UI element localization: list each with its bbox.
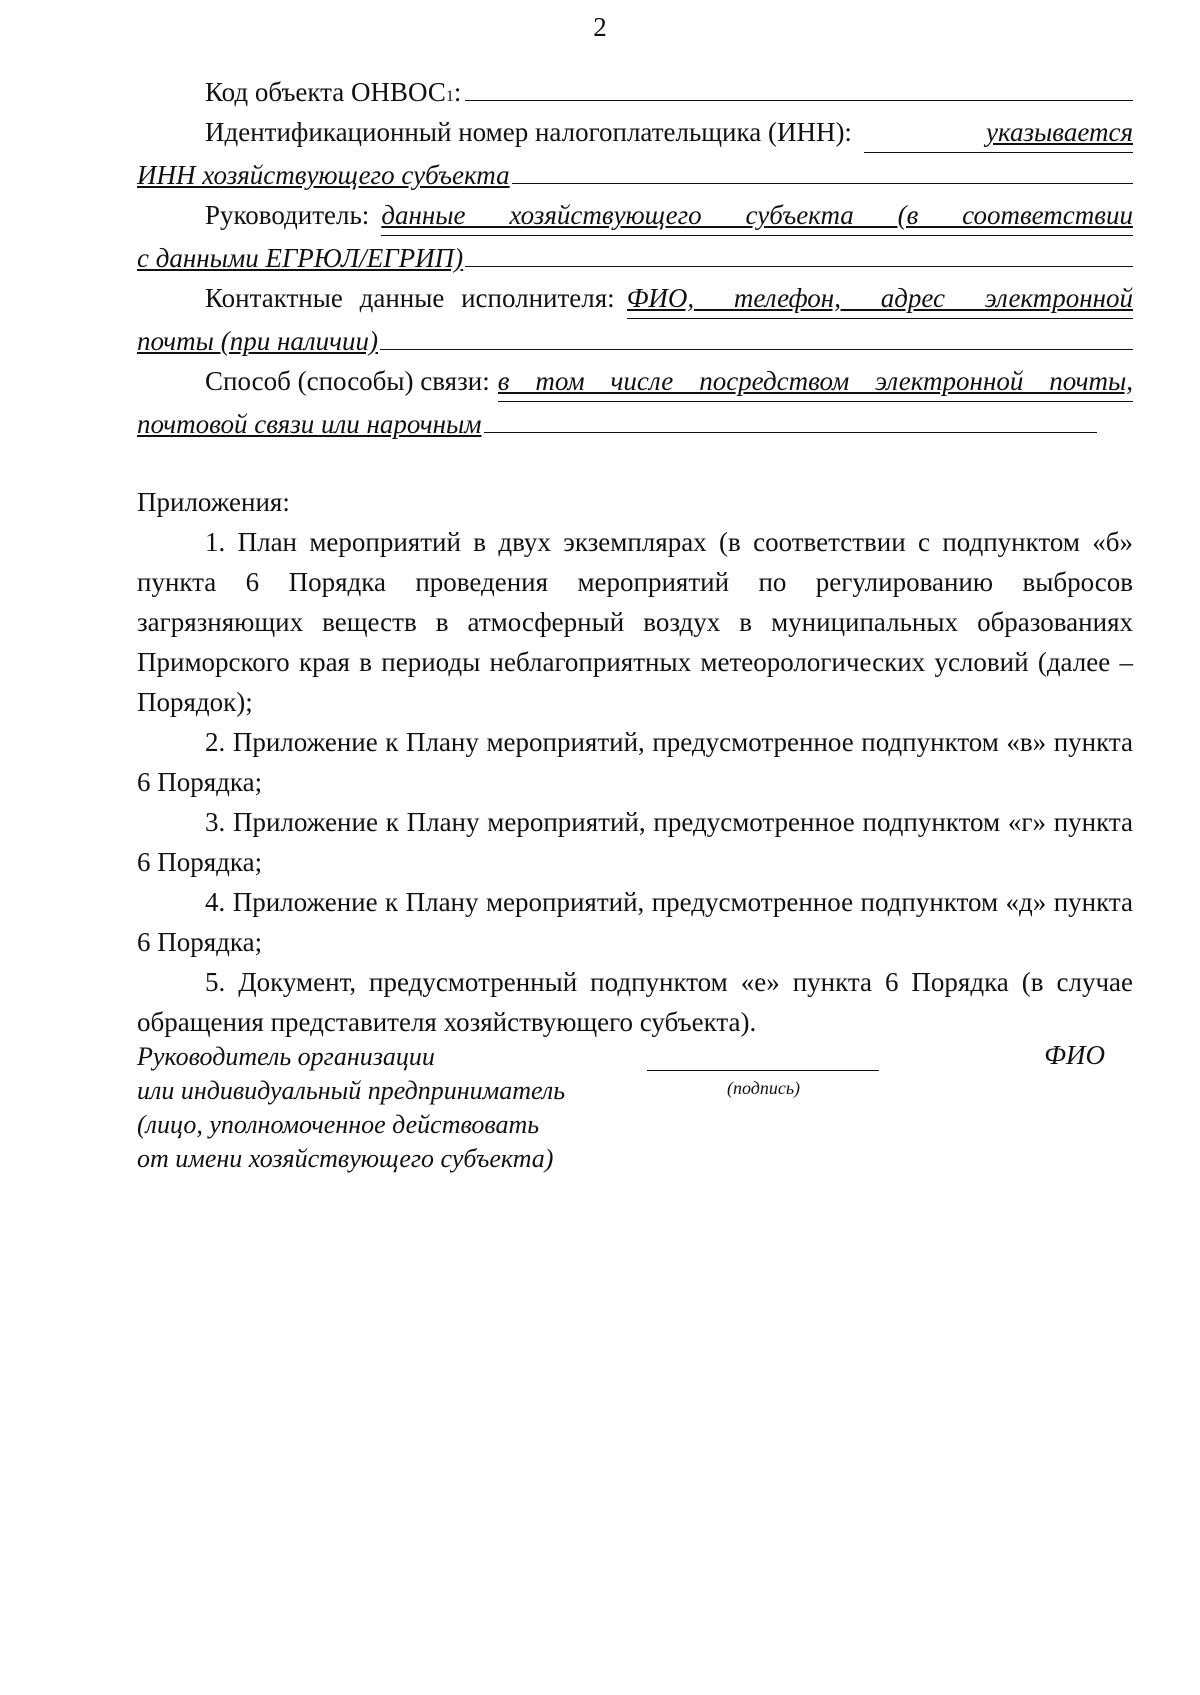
- signatory-role-line: (лицо, уполномоченное действовать: [137, 1110, 540, 1139]
- head-value-line2[interactable]: с данными ЕГРЮЛ/ЕГРИП): [137, 243, 464, 273]
- onvos-blank-line[interactable]: [465, 70, 1133, 101]
- contact-value-line2[interactable]: почты (при наличии): [137, 326, 378, 356]
- signatory-fio: ФИО: [1044, 1040, 1105, 1070]
- head-label: Руководитель:: [205, 200, 370, 230]
- communication-value-line2[interactable]: почтовой связи или нарочным: [137, 409, 482, 439]
- page-number: 2: [593, 12, 607, 42]
- onvos-label: Код объекта ОНВОС: [205, 77, 446, 107]
- contact-blank-line: [380, 319, 1133, 350]
- signature-caption: (подпись): [727, 1078, 801, 1098]
- signature-line[interactable]: [647, 1070, 879, 1071]
- inn-field: [137, 112, 1133, 195]
- head-blank-line: [465, 236, 1133, 267]
- inn-value-line1[interactable]: указывается: [864, 112, 1133, 153]
- contact-label: Контактные данные исполнителя:: [205, 283, 615, 313]
- onvos-colon: :: [453, 77, 462, 107]
- communication-blank-line: [484, 402, 1098, 433]
- signatory-role-line: или индивидуальный предприниматель: [137, 1076, 566, 1105]
- inn-blank-line: [512, 153, 1133, 184]
- attachment-item: 2. Приложение к Плану мероприятий, предусмотренное подпунктом «в» пункта 6 Порядка;: [137, 727, 1133, 797]
- attachment-item: 4. Приложение к Плану мероприятий, предусмотренное подпунктом «д» пункта 6 Порядка;: [137, 887, 1133, 957]
- attachment-item: 3. Приложение к Плану мероприятий, предусмотренное подпунктом «г» пункта 6 Порядка;: [137, 807, 1133, 877]
- attachments-section: [137, 482, 1133, 1042]
- inn-value-line2[interactable]: ИНН хозяйствующего субъекта: [137, 160, 510, 190]
- inn-label: Идентификационный номер налогоплательщика (ИНН):: [205, 117, 852, 147]
- contact-field: [137, 278, 1133, 361]
- attachment-item: 5. Документ, предусмотренный подпунктом «е» пункта 6 Порядка (в случае обращения представителя хозяйствующего субъекта).: [137, 967, 1133, 1037]
- form-content: [137, 70, 1133, 1042]
- communication-field: [137, 361, 1133, 444]
- signature-block: [137, 1040, 1133, 1180]
- onvos-field: Код объекта ОНВОС 1 :: [137, 70, 1133, 112]
- contact-value-line1[interactable]: ФИО, телефон, адрес электронной: [627, 278, 1133, 319]
- head-value-line1[interactable]: данные хозяйствующего субъекта (в соответствии: [381, 195, 1133, 236]
- attachment-item: 1. План мероприятий в двух экземплярах (в соответствии с подпунктом «б» пункта 6 Порядка проведения мероприятий по регулированию выбросов загрязняющих веществ в атмосферный воздух в муниципальных образованиях Приморского края в периоды неблагоприятных метеорологических условий (далее – Порядок);: [137, 527, 1133, 717]
- attachments-title: Приложения:: [137, 487, 290, 517]
- signatory-role-line: Руководитель организации: [137, 1042, 435, 1071]
- signatory-role-line: от имени хозяйствующего субъекта): [137, 1144, 554, 1173]
- communication-label: Способ (способы) связи:: [205, 366, 490, 396]
- communication-value-line1[interactable]: в том числе посредством электронной почты,: [498, 361, 1133, 402]
- signatory-role: [137, 1040, 565, 1176]
- head-field: [137, 195, 1133, 278]
